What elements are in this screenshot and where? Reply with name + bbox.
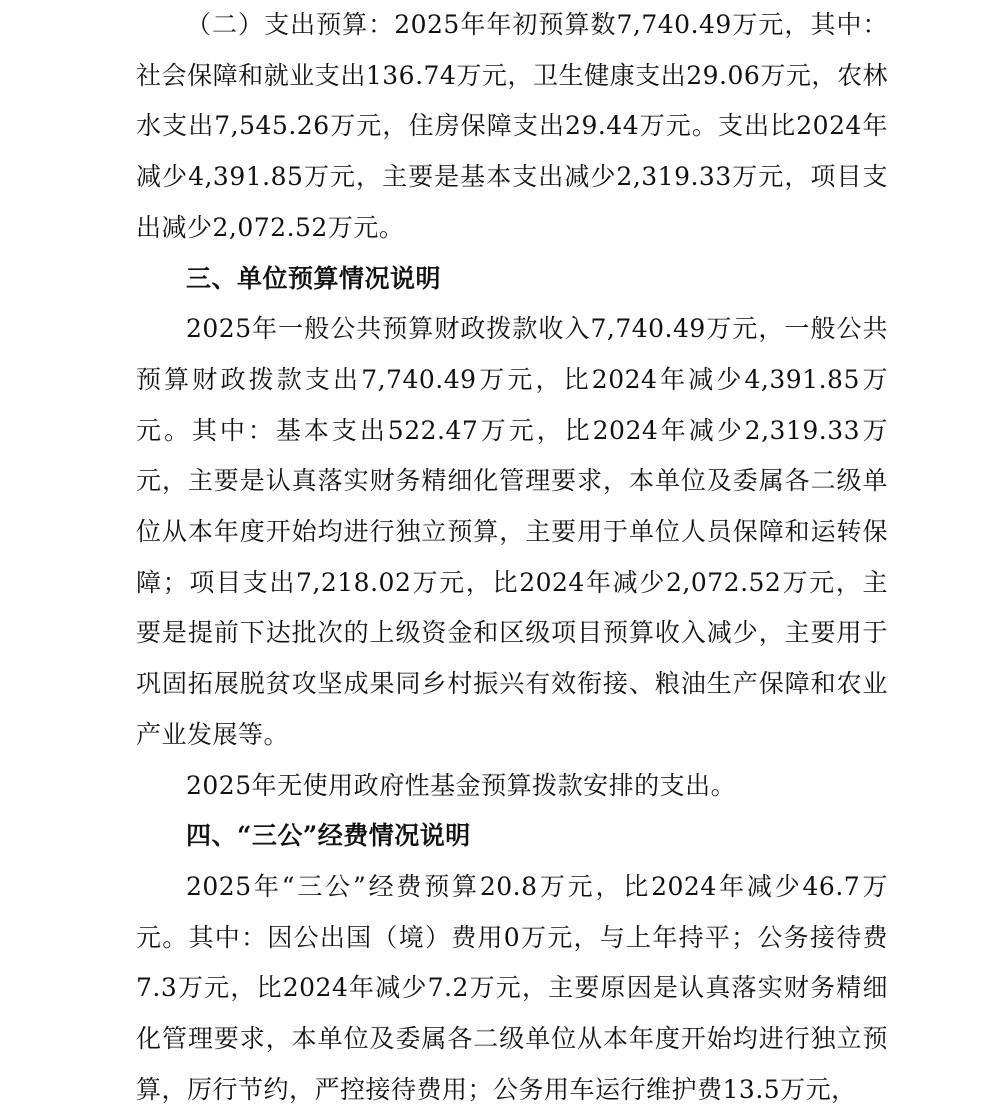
- expenditure-budget-paragraph: （二）支出预算：2025年年初预算数7,740.49万元，其中：社会保障和就业支出136.74万元，卫生健康支出29.06万元，农林水支出7,545.26万元，住房保障支出29.44万元。支出比2024年减少4,391.85万元，主要是基本支出减少2,319.33万元，项目支出减少2,072.52万元。: [136, 10, 888, 242]
- government-fund-paragraph: 2025年无使用政府性基金预算拨款安排的支出。: [186, 770, 737, 800]
- section-three-heading: 三、单位预算情况说明: [186, 263, 442, 293]
- section-four-heading: 四、“三公”经费情况说明: [186, 821, 471, 851]
- document-page: [136, 0, 888, 1115]
- unit-budget-paragraph: 2025年一般公共预算财政拨款收入7,740.49万元，一般公共预算财政拨款支出7,740.49万元，比2024年减少4,391.85万元。其中：基本支出522.47万元，比2024年减少2,319.33万元，主要是认真落实财务精细化管理要求，本单位及委属各二级单位从本年度开始均进行独立预算，主要用于单位人员保障和运转保障；项目支出7,218.02万元，比2024年减少2,072.52万元，主要是提前下达批次的上级资金和区级项目预算收入减少，主要用于巩固拓展脱贫攻坚成果同乡村振兴有效衔接、粮油生产保障和农业产业发展等。: [136, 314, 888, 749]
- three-public-expenses-paragraph: 2025年“三公”经费预算20.8万元，比2024年减少46.7万元。其中：因公出国（境）费用0万元，与上年持平；公务接待费7.3万元，比2024年减少7.2万元，主要原因是认真落实财务精细化管理要求，本单位及委属各二级单位从本年度开始均进行独立预算，厉行节约，严控接待费用；公务用车运行维护费13.5万元，: [136, 871, 888, 1104]
